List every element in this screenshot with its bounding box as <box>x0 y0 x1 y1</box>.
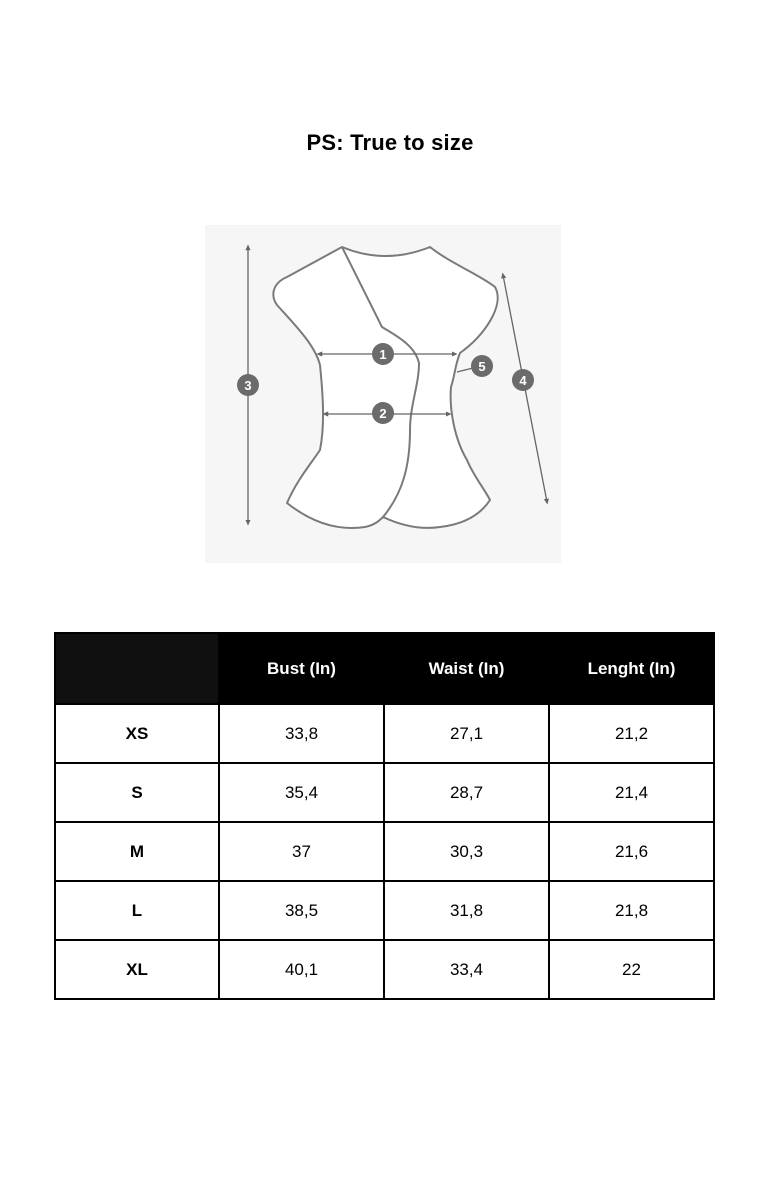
bust-cell: 38,5 <box>219 881 384 940</box>
waist-cell: 30,3 <box>384 822 549 881</box>
vest-illustration <box>205 225 561 563</box>
length-cell: 21,8 <box>549 881 714 940</box>
bust-cell: 37 <box>219 822 384 881</box>
waist-cell: 27,1 <box>384 704 549 763</box>
table-row <box>55 704 714 763</box>
length-cell: 21,4 <box>549 763 714 822</box>
marker-3 <box>237 374 259 396</box>
marker-3-label: 3 <box>244 378 252 393</box>
header-waist: Waist (In) <box>384 633 549 704</box>
length-cell: 22 <box>549 940 714 999</box>
marker-1-label: 1 <box>379 347 387 362</box>
waist-cell: 28,7 <box>384 763 549 822</box>
header-length: Lenght (In) <box>549 633 714 704</box>
bust-cell: 40,1 <box>219 940 384 999</box>
table-header-row <box>55 633 714 704</box>
size-cell: S <box>55 763 219 822</box>
bust-cell: 33,8 <box>219 704 384 763</box>
size-cell: XS <box>55 704 219 763</box>
page-title: PS: True to size <box>306 130 474 155</box>
waist-cell: 33,4 <box>384 940 549 999</box>
size-chart-table <box>54 632 715 1000</box>
table-row <box>55 822 714 881</box>
marker-4-label: 4 <box>519 373 527 388</box>
waist-cell: 31,8 <box>384 881 549 940</box>
armhole-pointer <box>457 368 473 372</box>
table-row <box>55 940 714 999</box>
header-corner <box>55 633 219 704</box>
table-row <box>55 763 714 822</box>
size-cell: L <box>55 881 219 940</box>
table-row <box>55 881 714 940</box>
garment-measurement-diagram <box>205 225 561 563</box>
bust-cell: 35,4 <box>219 763 384 822</box>
length-cell: 21,6 <box>549 822 714 881</box>
marker-1 <box>372 343 394 365</box>
marker-5 <box>471 355 493 377</box>
header-bust: Bust (In) <box>219 633 384 704</box>
marker-2-label: 2 <box>379 406 387 421</box>
size-cell: XL <box>55 940 219 999</box>
length-cell: 21,2 <box>549 704 714 763</box>
marker-5-label: 5 <box>478 359 486 374</box>
size-cell: M <box>55 822 219 881</box>
marker-2 <box>372 402 394 424</box>
marker-4 <box>512 369 534 391</box>
vest-outline <box>273 247 497 528</box>
